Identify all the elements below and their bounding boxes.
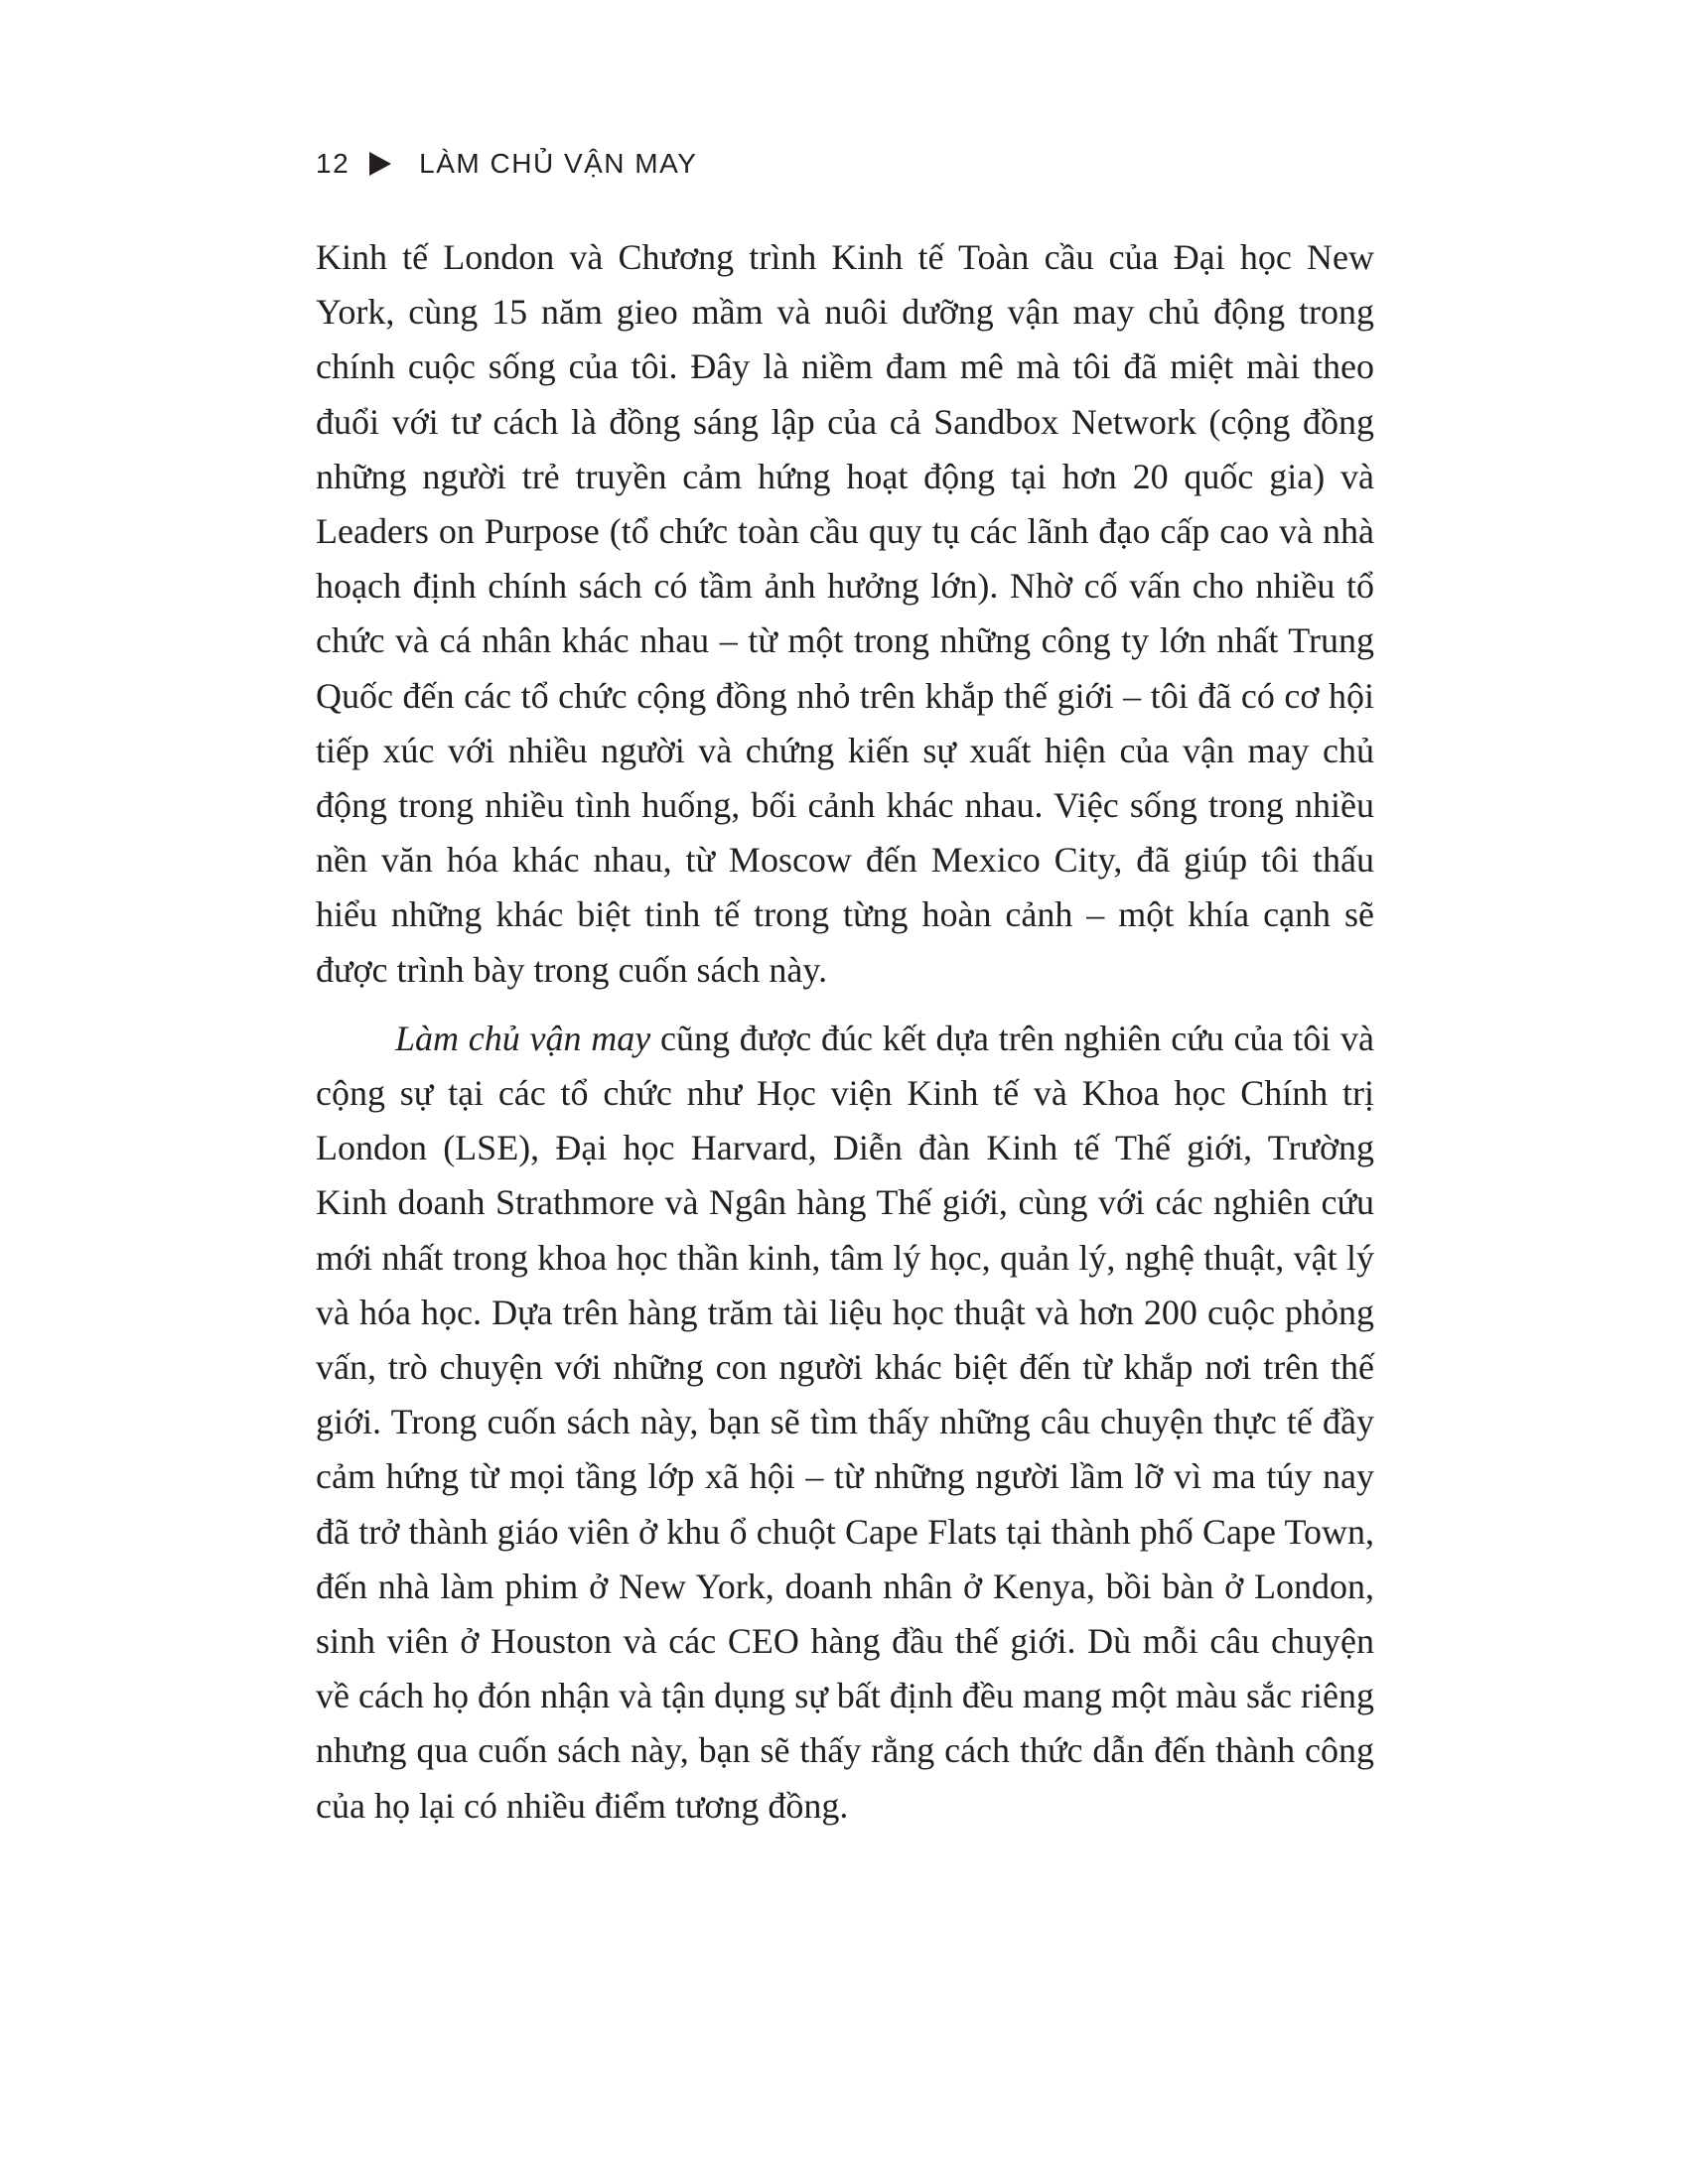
page-number: 12 <box>316 148 351 179</box>
book-title-italic: Làm chủ vận may <box>395 1018 651 1058</box>
paragraph-2-text: cũng được đúc kết dựa trên nghiên cứu của tôi và cộng sự tại các tổ chức như Học viện Kinh tế và Khoa học Chính trị London (LSE), Đại học Harvard, Diễn đàn Kinh tế Thế giới, Trường Kinh doanh Strathmore và Ngân hàng Thế giới, cùng với các nghiên cứu mới nhất trong khoa học thần kinh, tâm lý học, quản lý, nghệ thuật, vật lý và hóa học. Dựa trên hàng trăm tài liệu học thuật và hơn 200 cuộc phỏng vấn, trò chuyện với những con người khác biệt đến từ khắp nơi trên thế giới. Trong cuốn sách này, bạn sẽ tìm thấy những câu chuyện thực tế đầy cảm hứng từ mọi tầng lớp xã hội – từ những người lầm lỡ vì ma túy nay đã trở thành giáo viên ở khu ổ chuột Cape Flats tại thành phố Cape Town, đến nhà làm phim ở New York, doanh nhân ở Kenya, bồi bàn ở London, sinh viên ở Houston và các CEO hàng đầu thế giới. Dù mỗi câu chuyện về cách họ đón nhận và tận dụng sự bất định đều mang một màu sắc riêng nhưng qua cuốn sách này, bạn sẽ thấy rằng cách thức dẫn đến thành công của họ lại có nhiều điểm tương đồng. <box>316 1018 1374 1826</box>
paragraph-2 <box>316 1012 1374 1834</box>
play-triangle-icon <box>369 152 391 176</box>
paragraph-1: Kinh tế London và Chương trình Kinh tế Toàn cầu của Đại học New York, cùng 15 năm gieo mầm và nuôi dưỡng vận may chủ động trong chính cuộc sống của tôi. Đây là niềm đam mê mà tôi đã miệt mài theo đuổi với tư cách là đồng sáng lập của cả Sandbox Network (cộng đồng những người trẻ truyền cảm hứng hoạt động tại hơn 20 quốc gia) và Leaders on Purpose (tổ chức toàn cầu quy tụ các lãnh đạo cấp cao và nhà hoạch định chính sách có tầm ảnh hưởng lớn). Nhờ cố vấn cho nhiều tổ chức và cá nhân khác nhau – từ một trong những công ty lớn nhất Trung Quốc đến các tổ chức cộng đồng nhỏ trên khắp thế giới – tôi đã có cơ hội tiếp xúc với nhiều người và chứng kiến sự xuất hiện của vận may chủ động trong nhiều tình huống, bối cảnh khác nhau. Việc sống trong nhiều nền văn hóa khác nhau, từ Moscow đến Mexico City, đã giúp tôi thấu hiểu những khác biệt tinh tế trong từng hoàn cảnh – một khía cạnh sẽ được trình bày trong cuốn sách này. <box>316 237 1374 990</box>
book-title: LÀM CHỦ VẬN MAY <box>419 148 698 179</box>
body-text <box>316 230 1374 1847</box>
running-header <box>316 139 697 189</box>
